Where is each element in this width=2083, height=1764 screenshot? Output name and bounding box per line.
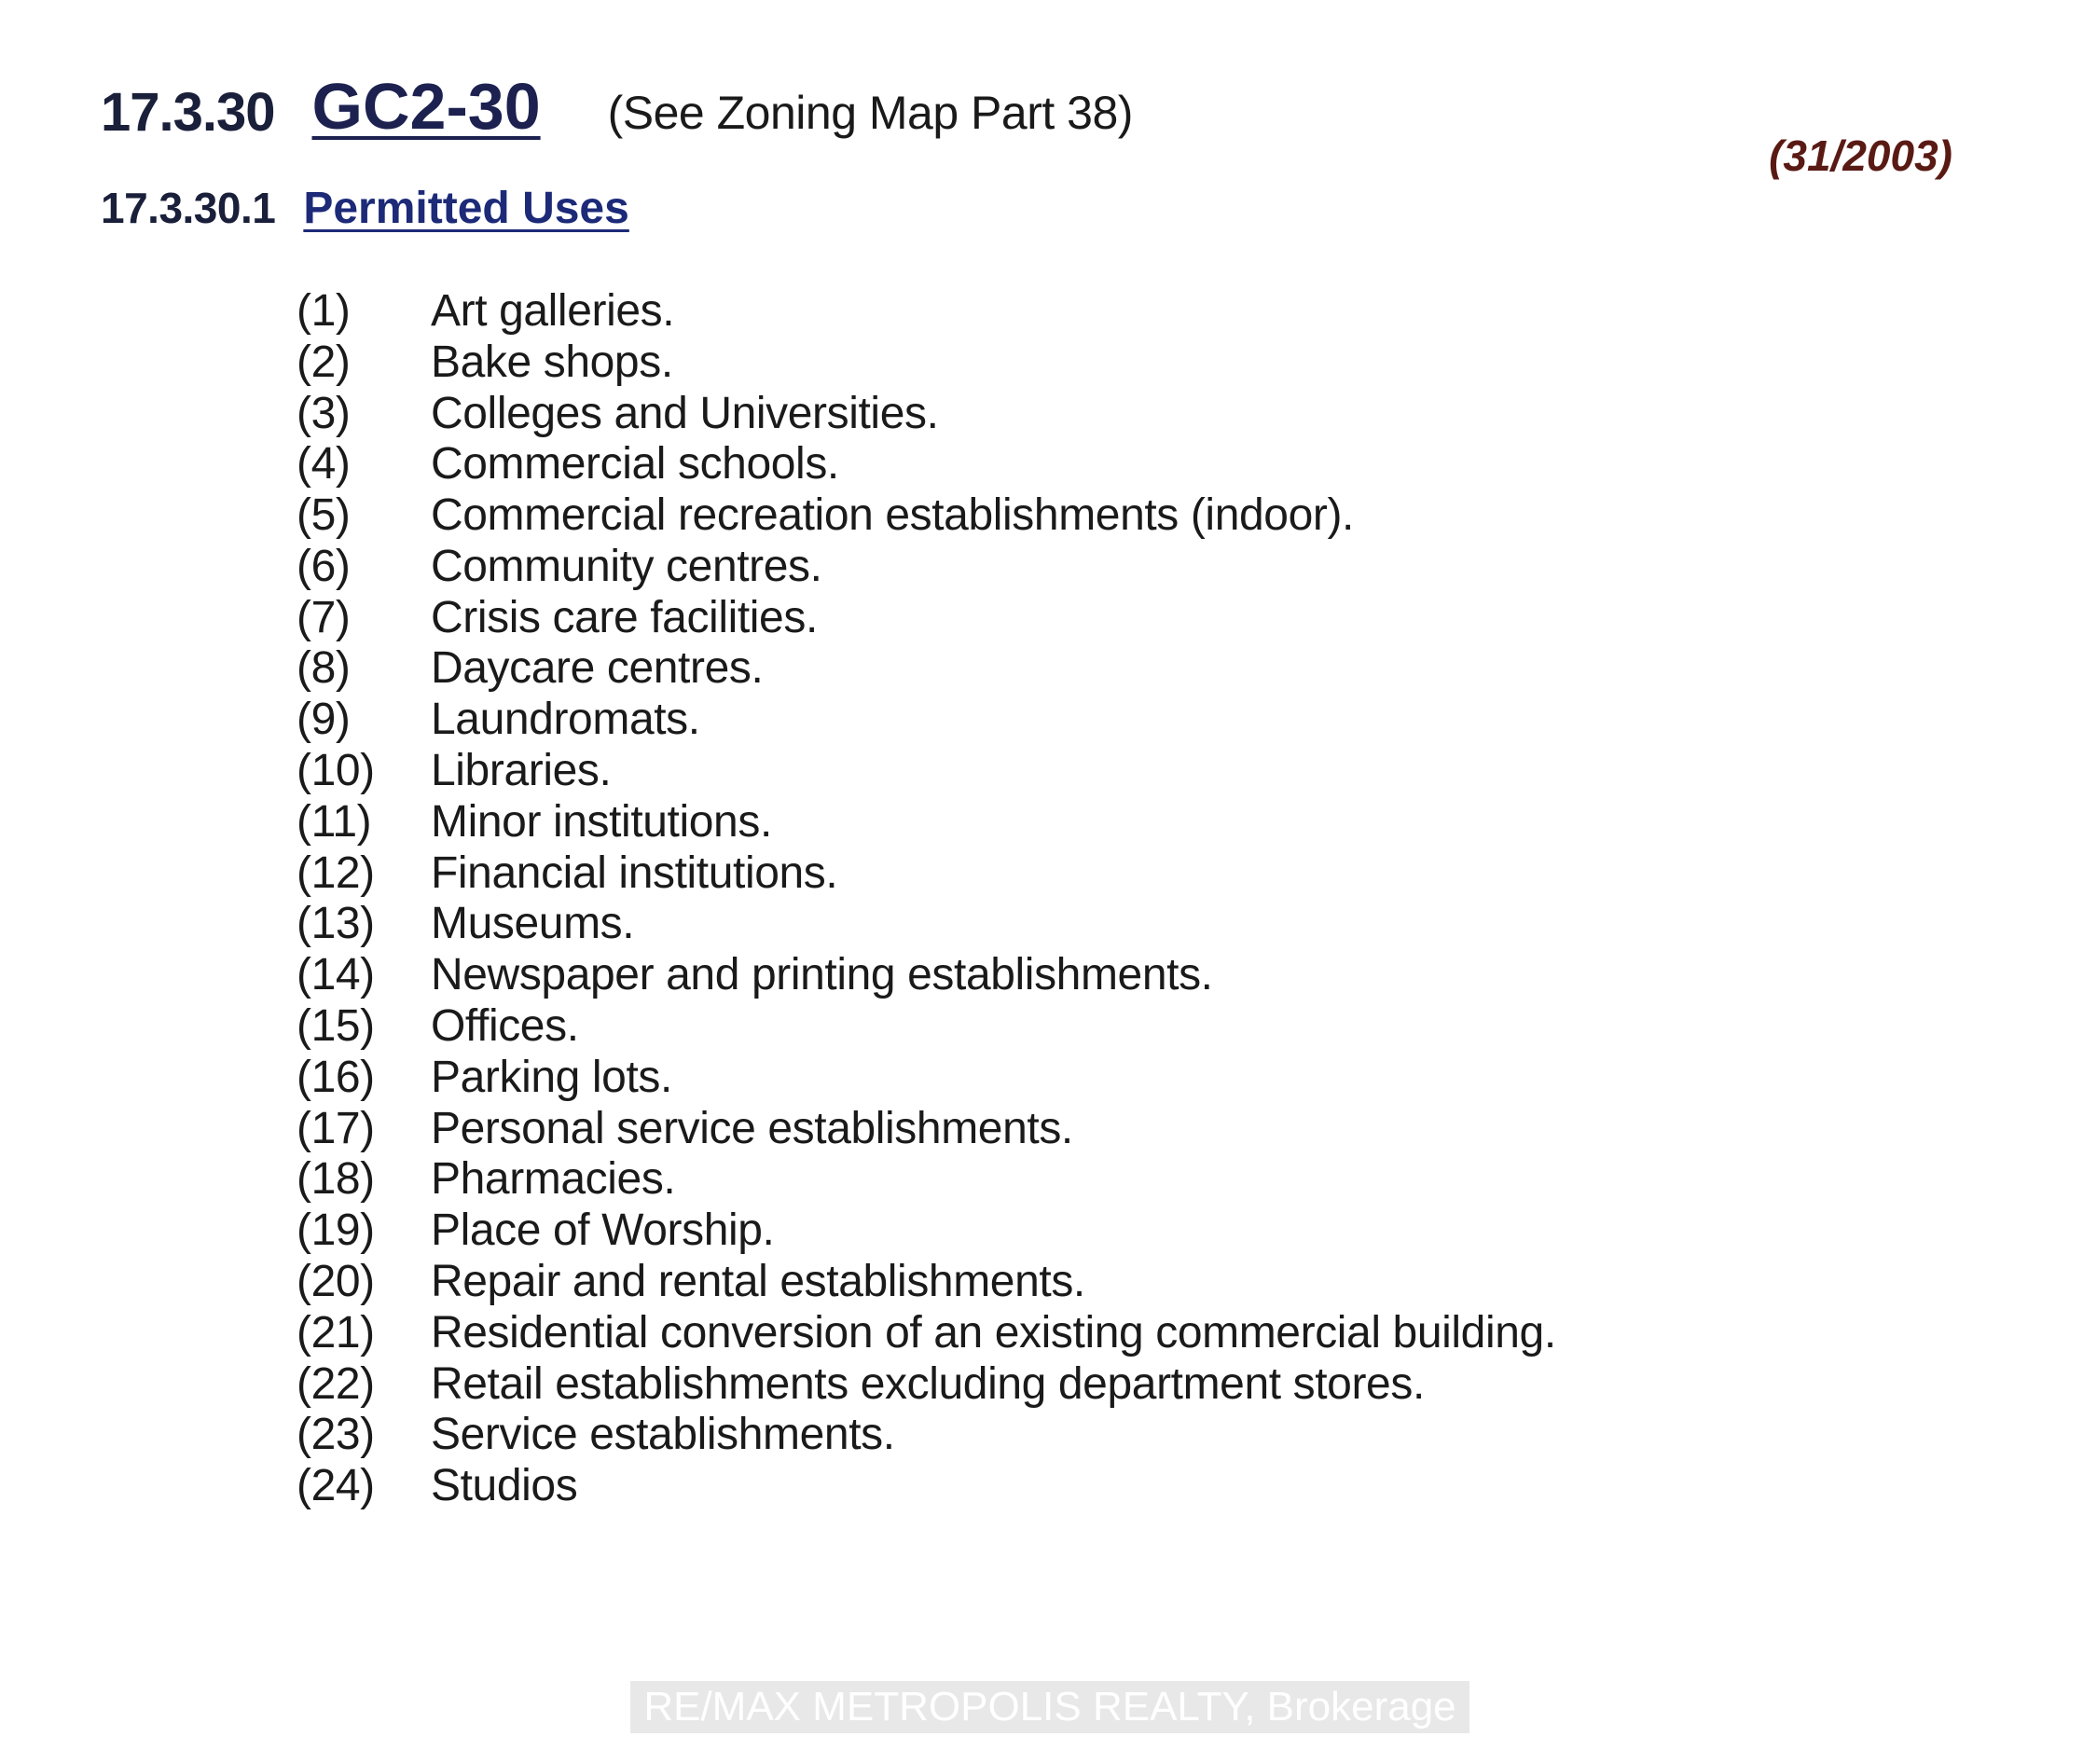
item-text: Pharmacies. (431, 1154, 676, 1205)
item-text: Crisis care facilities. (431, 592, 818, 642)
item-number: (2) (297, 337, 351, 387)
item-text: Daycare centres. (431, 643, 764, 694)
item-number: (16) (297, 1052, 375, 1102)
item-number: (20) (297, 1257, 375, 1307)
item-text: Retail establishments excluding department stores. (431, 1358, 1425, 1409)
item-number: (13) (297, 899, 375, 949)
list-item (297, 1358, 1556, 1410)
item-number: (7) (297, 592, 351, 642)
item-number: (8) (297, 643, 351, 694)
item-text: Libraries. (431, 746, 612, 796)
list-item (297, 592, 1556, 643)
item-text: Commercial schools. (431, 439, 839, 489)
section-number: 17.3.30 (101, 82, 275, 143)
item-text: Community centres. (431, 541, 822, 591)
list-item (297, 388, 1556, 439)
list-item (297, 1052, 1556, 1103)
item-text: Museums. (431, 899, 635, 949)
list-item (297, 285, 1556, 337)
item-number: (24) (297, 1461, 375, 1511)
item-number: (17) (297, 1103, 375, 1153)
item-text: Offices. (431, 1001, 579, 1052)
item-number: (15) (297, 1001, 375, 1052)
list-item (297, 438, 1556, 489)
section-heading (101, 60, 1133, 144)
item-number: (10) (297, 746, 375, 796)
list-item (297, 643, 1556, 695)
item-number: (14) (297, 950, 375, 1000)
list-item (297, 1103, 1556, 1154)
item-number: (18) (297, 1154, 375, 1205)
item-number: (23) (297, 1410, 375, 1460)
list-item (297, 337, 1556, 388)
list-item (297, 745, 1556, 796)
item-text: Repair and rental establishments. (431, 1257, 1085, 1307)
item-text: Minor institutions. (431, 796, 772, 847)
list-item (297, 541, 1556, 592)
item-number: (9) (297, 695, 351, 745)
item-text: Studios (431, 1461, 578, 1511)
zoning-map-reference: (See Zoning Map Part 38) (607, 87, 1133, 139)
item-number: (11) (297, 796, 372, 847)
item-text: Bake shops. (431, 337, 673, 387)
item-number: (1) (297, 285, 351, 336)
subsection-number: 17.3.30.1 (101, 184, 276, 232)
item-text: Newspaper and printing establishments. (431, 950, 1213, 1000)
zone-code-link[interactable]: GC2-30 (311, 70, 541, 143)
item-number: (12) (297, 848, 375, 898)
list-item (297, 899, 1556, 950)
item-number: (22) (297, 1358, 375, 1409)
item-text: Laundromats. (431, 695, 700, 745)
item-text: Commercial recreation establishments (indoor). (431, 490, 1354, 541)
item-text: Colleges and Universities. (431, 388, 939, 438)
list-item (297, 694, 1556, 745)
item-text: Art galleries. (431, 285, 675, 336)
list-item (297, 1256, 1556, 1307)
list-item (297, 1205, 1556, 1256)
item-text: Financial institutions. (431, 848, 838, 898)
list-item (297, 796, 1556, 848)
item-text: Personal service establishments. (431, 1103, 1073, 1153)
list-item (297, 1000, 1556, 1052)
item-number: (19) (297, 1206, 375, 1256)
item-number: (4) (297, 439, 351, 489)
list-item (297, 1410, 1556, 1461)
item-number: (5) (297, 490, 351, 541)
list-item (297, 1460, 1556, 1511)
list-item (297, 949, 1556, 1000)
subsection-title-link[interactable]: Permitted Uses (303, 184, 629, 233)
brokerage-watermark: RE/MAX METROPOLIS REALTY, Brokerage (630, 1681, 1469, 1733)
subsection-heading (101, 183, 629, 234)
item-number: (3) (297, 388, 351, 438)
item-number: (21) (297, 1307, 375, 1357)
amendment-reference: (31/2003) (1769, 131, 1952, 180)
list-item (297, 1154, 1556, 1206)
item-text: Residential conversion of an existing commercial building. (431, 1307, 1556, 1357)
item-text: Service establishments. (431, 1410, 895, 1460)
item-number: (6) (297, 541, 351, 591)
list-item (297, 1307, 1556, 1358)
item-text: Parking lots. (431, 1052, 672, 1102)
list-item (297, 489, 1556, 541)
permitted-uses-list (297, 285, 1556, 1511)
list-item (297, 848, 1556, 899)
item-text: Place of Worship. (431, 1206, 775, 1256)
